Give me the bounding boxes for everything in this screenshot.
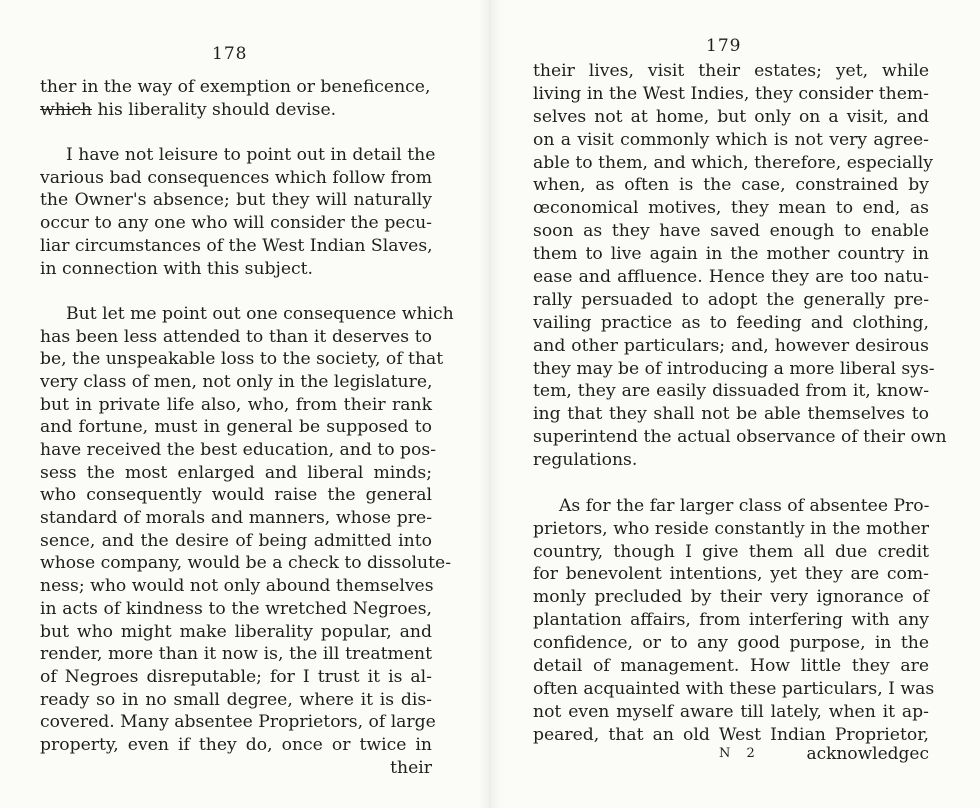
text-line: when, as often is the case, constrained by	[533, 175, 929, 196]
book-gutter	[478, 0, 502, 808]
text-line: ing that they shall not be able themselves to	[533, 404, 929, 425]
struck-word: which	[40, 99, 92, 120]
text-line: œconomical motives, they mean to end, as	[533, 198, 929, 219]
text-line: ness; who would not only abound themselves	[40, 576, 434, 597]
text-line: I have not leisure to point out in detail the	[66, 145, 436, 166]
text-line: but in private life also, who, from their rank	[40, 394, 432, 415]
text-line: whose company, would be a check to dissolute-	[40, 553, 451, 574]
text-line: occur to any one who will consider the pecu-	[40, 213, 432, 234]
right-page-text	[533, 60, 947, 747]
text-line: of Negroes disreputable; for I trust it is al-	[40, 666, 432, 687]
text-line: ease and affluence. Hence they are too natu-	[533, 267, 929, 288]
page-number-left: 178	[212, 44, 248, 64]
text-line: regulations.	[533, 450, 638, 471]
paragraph-gap	[40, 280, 432, 303]
text-line: they may be of introducing a more liberal sys-	[533, 358, 935, 379]
catchword: acknowledgec	[806, 744, 929, 764]
text-line: various bad consequences which follow from	[40, 167, 432, 188]
text-line: in acts of kindness to the wretched Negroes,	[40, 598, 432, 619]
text-line: render, more than it now is, the ill treatment	[40, 644, 432, 665]
text-line: tem, they are easily dissuaded from it, know-	[533, 381, 929, 402]
text-line: not even myself aware till lately, when it ap-	[533, 701, 929, 722]
text-line: has been less attended to than it deserves to	[40, 326, 432, 347]
text-line: on a visit commonly which is not very agree-	[533, 129, 929, 150]
text-line: vailing practice as to feeding and clothing,	[533, 312, 929, 333]
text-line: very class of men, not only in the legislature,	[40, 371, 433, 392]
text-line: plantation affairs, from interfering with any	[533, 610, 929, 631]
text-line: selves not at home, but only on a visit, and	[533, 106, 929, 127]
text-line: liar circumstances of the West Indian Slaves,	[40, 235, 433, 256]
text-line: covered. Many absentee Proprietors, of large	[40, 712, 436, 733]
text-line: be, the unspeakable loss to the society, of that	[40, 349, 444, 370]
text-line: detail of management. How little they are	[533, 655, 929, 676]
text-line: monly precluded by their very ignorance of	[533, 587, 929, 608]
text-line: property, even if they do, once or twice in	[40, 734, 432, 755]
text-line: living in the West Indies, they consider them-	[533, 83, 929, 104]
paragraph-gap	[533, 472, 929, 495]
text-line: their	[390, 757, 432, 778]
text-line: who consequently would raise the general	[40, 485, 432, 506]
text-line: But let me point out one consequence which	[66, 303, 454, 324]
text-line: prietors, who reside constantly in the mother	[533, 518, 929, 539]
page-number-right: 179	[706, 36, 742, 56]
text-line: in connection with this subject.	[40, 258, 314, 279]
text-line: ther in the way of exemption or beneficence,	[40, 77, 431, 97]
text-line: sence, and the desire of being admitted into	[40, 530, 432, 551]
text-line: confidence, or to any good purpose, in the	[533, 633, 929, 654]
text-line: often acquainted with these particulars, I was	[533, 678, 935, 699]
text-line: peared, that an old West Indian Proprietor,	[533, 724, 929, 745]
text-line: them to live again in the mother country in	[533, 244, 929, 265]
text-line: and other particulars; and, however desirous	[533, 335, 929, 356]
text-line: able to them, and which, therefore, especially	[533, 152, 933, 173]
text-line: country, though I give them all due credit	[533, 541, 929, 562]
text-line: but who might make liberality popular, and	[40, 621, 432, 642]
text-line: soon as they have saved enough to enable	[533, 221, 929, 242]
page-footer	[533, 744, 929, 768]
paragraph-gap	[40, 121, 432, 144]
text-line: their lives, visit their estates; yet, while	[533, 61, 929, 81]
text-line: the Owner's absence; but they will naturally	[40, 190, 432, 211]
text-line: ready so in no small degree, where it is dis-	[40, 689, 432, 710]
text-line: which his liberality should devise.	[40, 99, 337, 120]
text-line: and fortune, must in general be supposed to	[40, 417, 432, 438]
text-line: As for the far larger class of absentee Pro-	[559, 495, 930, 516]
text-line: for benevolent intentions, yet they are com-	[533, 564, 929, 585]
text-line: have received the best education, and to pos-	[40, 440, 437, 460]
left-page-text	[40, 76, 454, 779]
text-line: rally persuaded to adopt the generally pre-	[533, 289, 929, 310]
text-line: superintend the actual observance of their own	[533, 427, 947, 448]
signature-mark: N 2	[719, 746, 761, 761]
text-line: sess the most enlarged and liberal minds;	[40, 462, 432, 483]
text-line: standard of morals and manners, whose pre-	[40, 508, 432, 529]
